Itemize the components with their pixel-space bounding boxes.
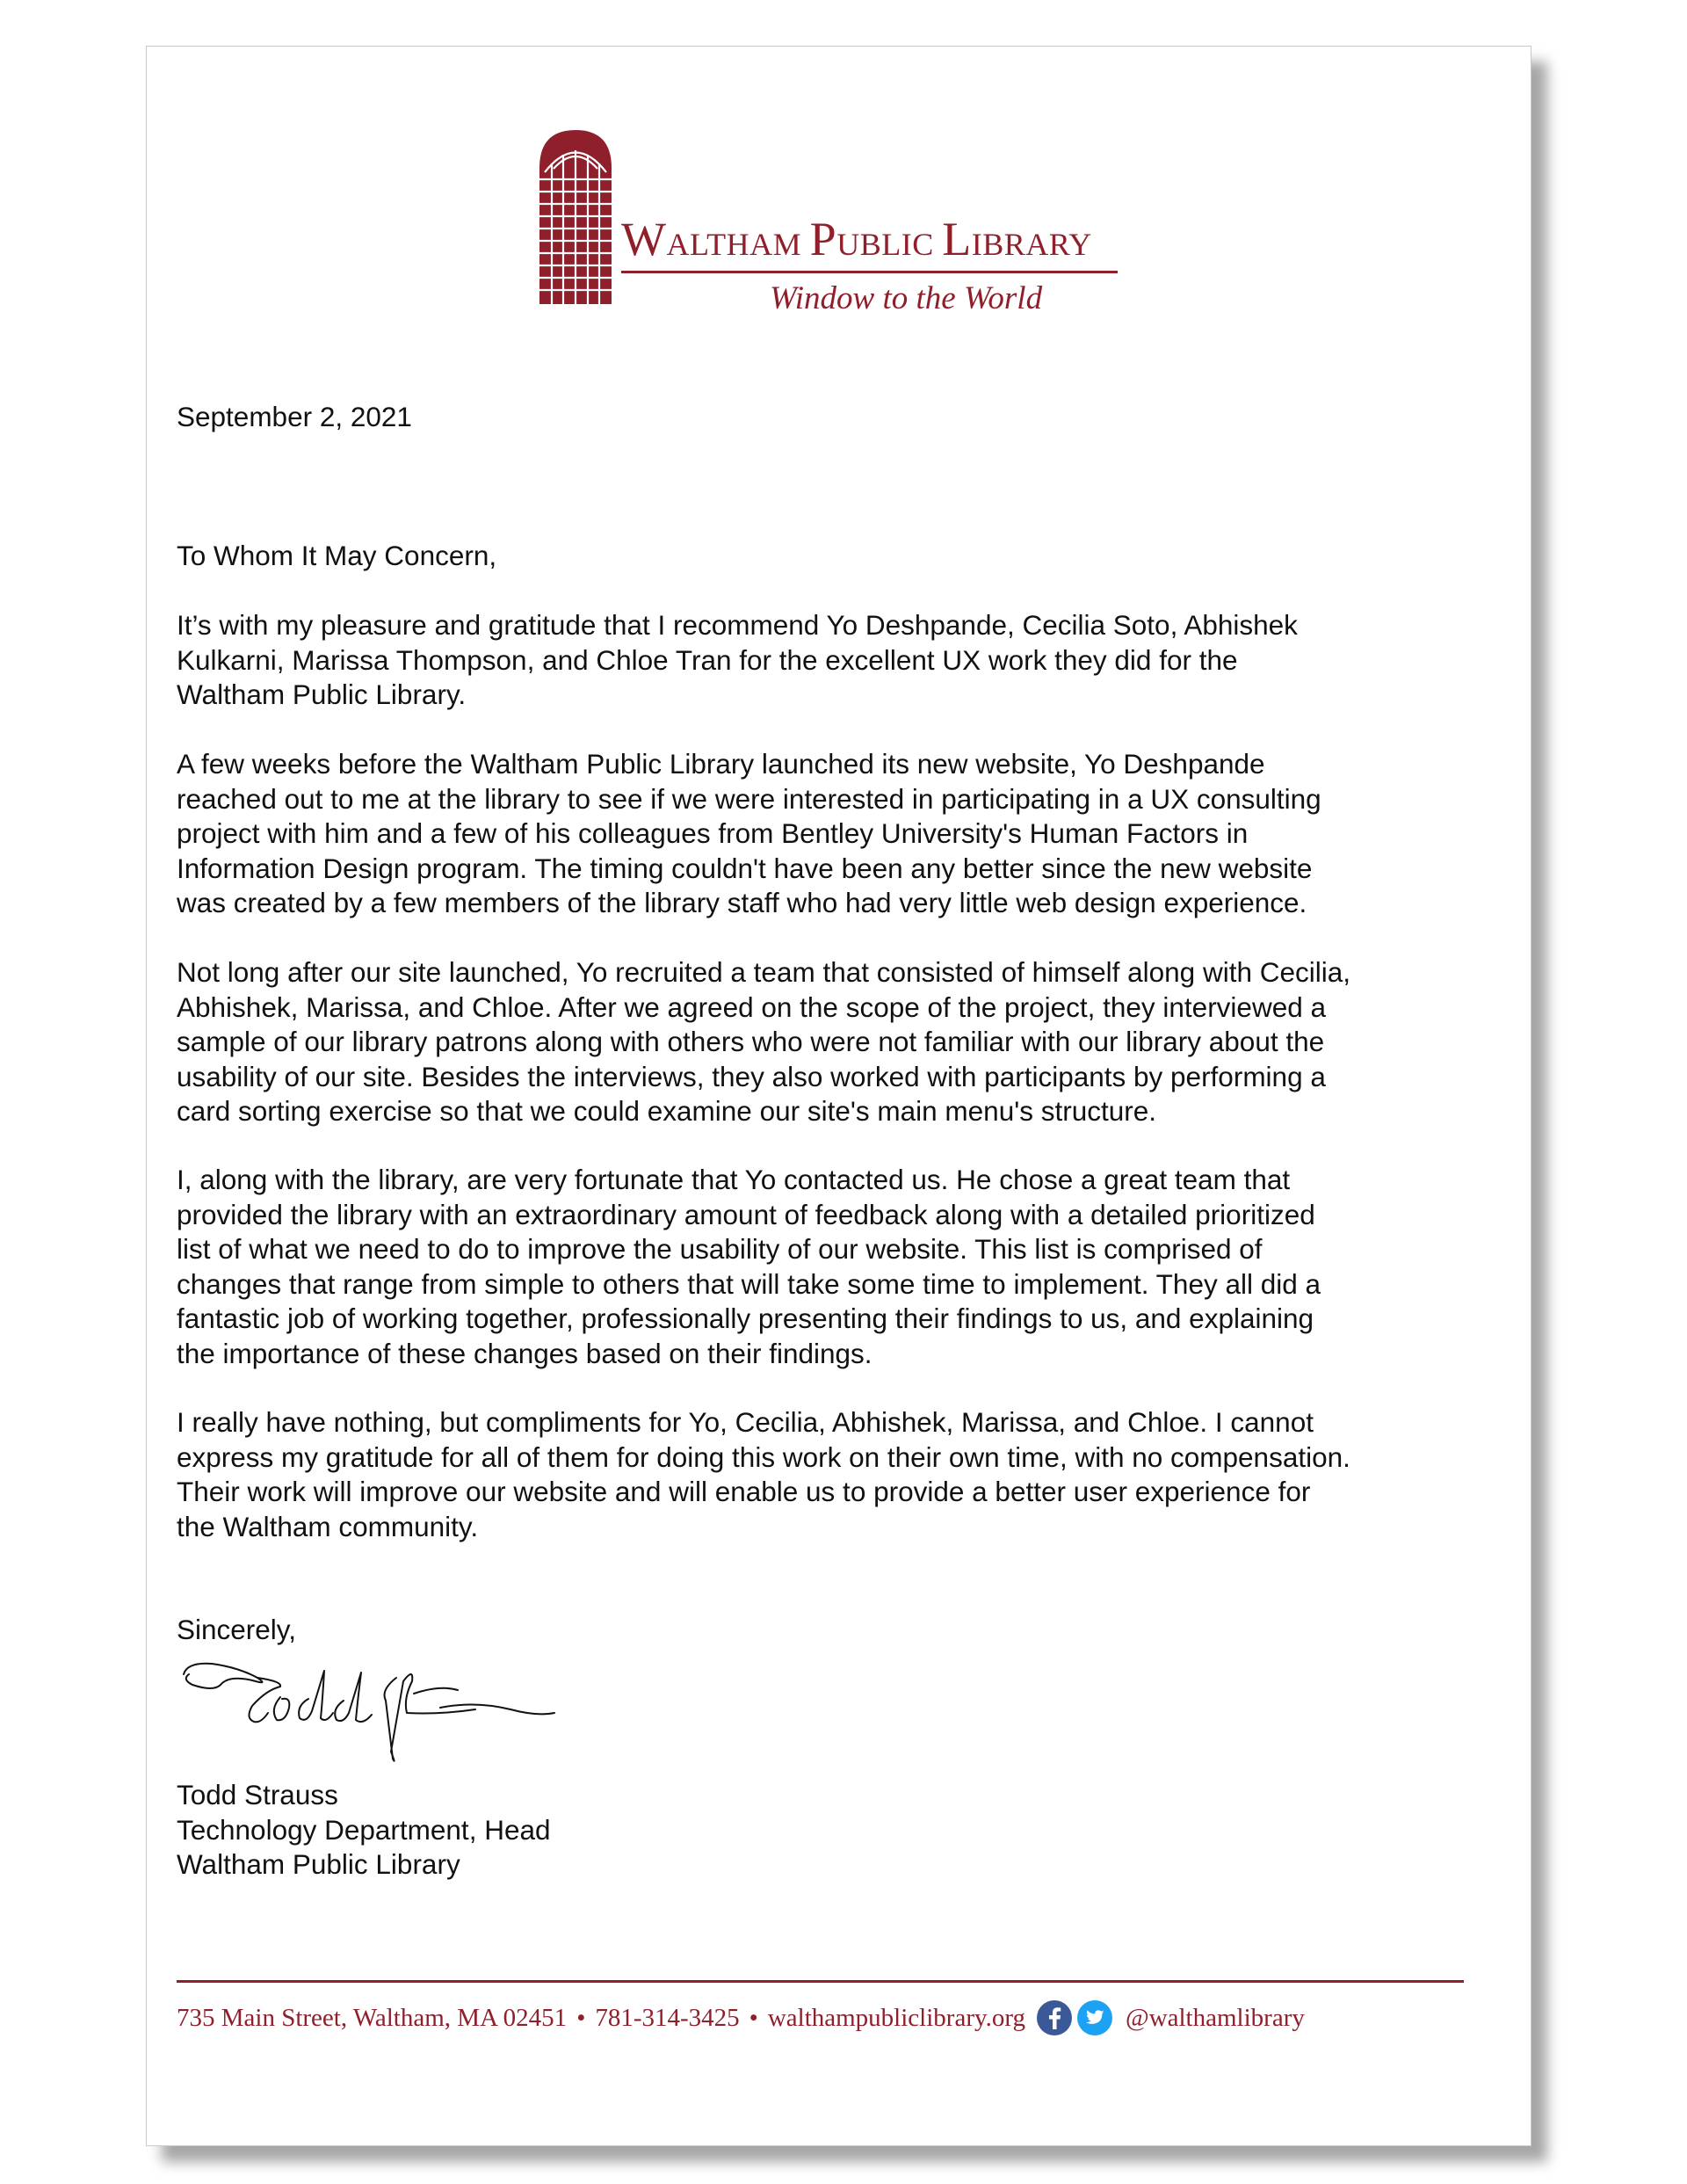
handwritten-signature xyxy=(177,1655,581,1769)
paragraph-line: sample of our library patrons along with others who were not familiar with our library about the xyxy=(177,1026,1325,1057)
paragraph-5 xyxy=(177,1405,1350,1544)
library-name: WALTHAM PUBLIC LIBRARY xyxy=(621,213,1092,265)
closing: Sincerely, xyxy=(177,1614,296,1645)
paragraph-line: was created by a few members of the library staff who had very little web design experience. xyxy=(177,887,1307,918)
paragraph-line: Not long after our site launched, Yo recruited a team that consisted of himself along with Cecilia, xyxy=(177,956,1350,988)
twitter-icon[interactable] xyxy=(1076,1999,1113,2036)
paragraph-line: I, along with the library, are very fortunate that Yo contacted us. He chose a great team that xyxy=(177,1164,1291,1195)
letter-page xyxy=(146,46,1531,2146)
logo-divider xyxy=(621,271,1118,273)
paragraph-line: the Waltham community. xyxy=(177,1510,479,1542)
signer-title: Technology Department, Head xyxy=(177,1813,551,1846)
paragraph-4 xyxy=(177,1163,1321,1371)
signer-organization: Waltham Public Library xyxy=(177,1848,460,1880)
footer-website[interactable]: walthampubliclibrary.org xyxy=(767,2003,1025,2032)
footer-separator: • xyxy=(749,2003,758,2032)
arched-window-icon xyxy=(536,128,615,304)
social-icons xyxy=(1036,1999,1117,2036)
letter-date: September 2, 2021 xyxy=(177,401,412,432)
paragraph-line: I really have nothing, but compliments for Yo, Cecilia, Abhishek, Marissa, and Chloe. I cannot xyxy=(177,1406,1314,1438)
paragraph-line: Their work will improve our website and will enable us to provide a better user experience for xyxy=(177,1476,1311,1507)
paragraph-line: changes that range from simple to others that will take some time to implement. They all did a xyxy=(177,1267,1321,1300)
footer-separator: • xyxy=(576,2003,586,2032)
paragraph-line: reached out to me at the library to see if we were interested in participating in a UX consulting xyxy=(177,782,1321,815)
paragraph-line: fantastic job of working together, professionally presenting their findings to us, and explaining xyxy=(177,1302,1314,1334)
paragraph-line: A few weeks before the Waltham Public Library launched its new website, Yo Deshpande xyxy=(177,748,1265,780)
paragraph-line: provided the library with an extraordinary amount of feedback along with a detailed prioritized xyxy=(177,1198,1315,1230)
paragraph-1 xyxy=(177,608,1298,713)
paragraph-line: Kulkarni, Marissa Thompson, and Chloe Tran for the excellent UX work they did for the xyxy=(177,643,1238,676)
signer-name: Todd Strauss xyxy=(177,1779,338,1810)
paragraph-line: It’s with my pleasure and gratitude that I recommend Yo Deshpande, Cecilia Soto, Abhishek xyxy=(177,609,1298,641)
signature-block xyxy=(177,1778,551,1883)
footer xyxy=(177,1996,1468,2040)
salutation: To Whom It May Concern, xyxy=(177,540,497,571)
footer-divider xyxy=(177,1980,1464,1983)
facebook-icon[interactable] xyxy=(1036,1999,1073,2036)
paragraph-line: Abhishek, Marissa, and Chloe. After we agreed on the scope of the project, they interviewed a xyxy=(177,990,1327,1023)
paragraph-2 xyxy=(177,747,1321,921)
footer-phone: 781-314-3425 xyxy=(595,2003,740,2032)
footer-address: 735 Main Street, Waltham, MA 02451 xyxy=(177,2003,568,2032)
paragraph-line: card sorting exercise so that we could examine our site's main menu's structure. xyxy=(177,1095,1157,1127)
paragraph-line: usability of our site. Besides the interviews, they also worked with participants by performing a xyxy=(177,1060,1326,1092)
library-tagline: Window to the World xyxy=(770,280,1043,316)
library-logo xyxy=(518,128,1265,330)
paragraph-line: list of what we need to do to improve the usability of our website. This list is comprised of xyxy=(177,1233,1263,1265)
social-handle[interactable]: @walthamlibrary xyxy=(1125,2003,1305,2032)
paragraph-line: Waltham Public Library. xyxy=(177,678,467,710)
paragraph-line: Information Design program. The timing couldn't have been any better since the new website xyxy=(177,852,1313,884)
paragraph-line: the importance of these changes based on their findings. xyxy=(177,1337,872,1369)
paragraph-line: project with him and a few of his colleagues from Bentley University's Human Factors in xyxy=(177,817,1249,849)
paragraph-line: express my gratitude for all of them for doing this work on their own time, with no compensation. xyxy=(177,1440,1350,1473)
paragraph-3 xyxy=(177,955,1350,1129)
